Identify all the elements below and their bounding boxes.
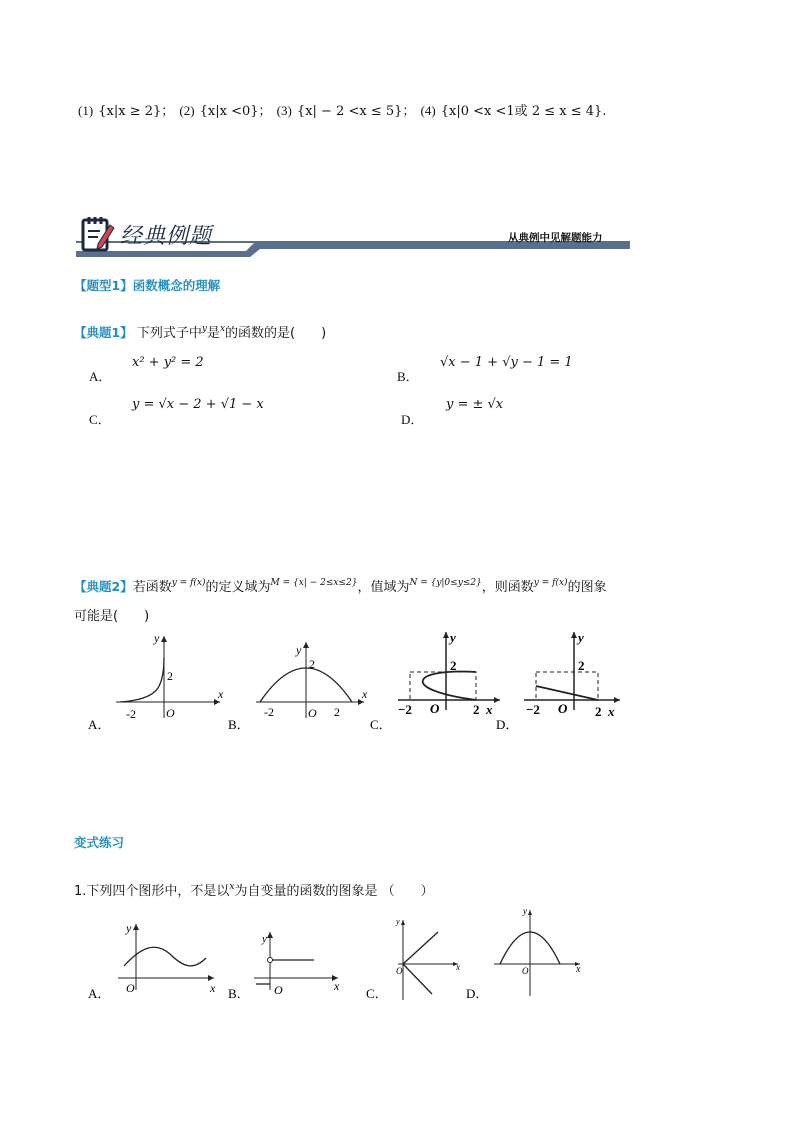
y-axis-arrow [303, 642, 309, 648]
y-label: y [296, 643, 302, 657]
function-expr: y = f(x) [533, 578, 568, 588]
x-label: x [362, 687, 368, 701]
graph-d [496, 630, 620, 732]
origin-label: O [430, 701, 440, 716]
period: . [602, 104, 607, 119]
practice-graph-a-label: A． [88, 986, 111, 1001]
example2-graphs [80, 628, 720, 738]
example1-text: 的函数的是( ) [225, 326, 327, 341]
example2-text: 的定义域为 [205, 580, 271, 595]
upper-ray [403, 932, 438, 964]
y-axis-arrow [571, 632, 577, 638]
option-b-label: B． [397, 369, 419, 384]
y-axis-arrow [528, 910, 532, 915]
option-a-label: A． [89, 369, 112, 384]
x-axis-arrow [614, 697, 620, 703]
tick-neg2: -2 [264, 705, 274, 719]
y-label: y [578, 630, 584, 645]
y-label: y [523, 906, 527, 916]
graph-a-label: A． [88, 717, 111, 732]
example2-text: 若函数 [132, 580, 172, 595]
x-label: x [576, 964, 581, 975]
tick-2-y: 2 [309, 657, 315, 671]
option-c-label: C． [89, 412, 111, 427]
example2-question-line1 [74, 576, 607, 595]
x-label: x [218, 687, 224, 701]
x-axis-arrow [494, 697, 500, 703]
tick-2-x: 2 [334, 705, 340, 719]
practice-text: 为自变量的函数的图象是 （ ） [234, 884, 434, 899]
option-d-label: D． [401, 412, 424, 427]
practice-graph-d-label: D． [466, 986, 489, 1001]
practice-graphs [80, 904, 680, 1004]
answers-line [78, 100, 606, 119]
section-banner [76, 213, 630, 257]
practice-graph-c [366, 917, 460, 1001]
answer-3-num: (3) [276, 103, 292, 118]
option-a-expr: x² + y² = 2 [132, 355, 204, 370]
variant-heading: 变式练习 [74, 835, 125, 850]
y-axis-arrow [267, 932, 273, 938]
y-axis-arrow [443, 632, 449, 638]
answer-or: 或 [514, 104, 528, 119]
example2-tag: 【典题2】 [74, 579, 133, 594]
practice-graph-d [466, 906, 581, 1001]
tick-neg2: -2 [126, 707, 136, 721]
line-segment [536, 686, 598, 700]
tick-neg2: −2 [398, 702, 412, 717]
answer-2: {x|x <0} [199, 104, 259, 119]
graph-d-label: D． [496, 717, 519, 732]
example1-text: 是 [206, 326, 220, 341]
x-label: x [608, 704, 615, 719]
var-x: x [219, 324, 226, 334]
answer-4-num: (4) [420, 103, 436, 118]
option-b-expr: √x − 1 + √y − 1 = 1 [440, 355, 573, 370]
option-d-expr: y = ± √x [446, 397, 504, 412]
example1-text: 下列式子中 [132, 326, 202, 341]
curve [120, 658, 164, 702]
separator: ； [402, 104, 416, 119]
x-label: x [486, 702, 493, 717]
answer-1-num: (1) [78, 103, 94, 118]
x-label: x [456, 962, 460, 972]
example2-text: ，值域为 [357, 580, 410, 595]
tick-neg2: −2 [526, 702, 540, 717]
open-point [268, 958, 273, 963]
notebook-pencil-icon [80, 215, 116, 253]
function-expr: y = f(x) [171, 578, 206, 588]
y-axis-arrow [401, 920, 405, 925]
practice-question-1 [74, 880, 434, 899]
answer-2-num: (2) [179, 103, 195, 118]
tick-2-x: 2 [473, 702, 480, 717]
origin-label: O [522, 966, 529, 976]
example2-question-line2: 可能是( ) [74, 609, 150, 624]
range-set: N = {y|0≤y≤2} [409, 578, 482, 588]
graph-c-label: C． [370, 717, 392, 732]
example1-question [74, 322, 326, 341]
origin-label: O [308, 706, 317, 720]
y-label: y [154, 631, 160, 645]
separator: ； [258, 104, 272, 119]
lower-ray [403, 964, 432, 994]
practice-graph-c-label: C． [366, 986, 388, 1001]
origin-label: O [126, 981, 135, 995]
graph-b [228, 642, 368, 732]
x-label: x [334, 979, 340, 993]
origin-label: O [396, 966, 403, 976]
practice-graph-b-label: B． [228, 986, 250, 1001]
practice-graph-b [228, 932, 340, 1001]
origin-label: O [558, 701, 568, 716]
answer-4a: {x|0 <x <1 [440, 104, 515, 119]
banner-subtitle: 从典例中见解题能力 [508, 232, 603, 244]
separator: ； [161, 104, 175, 119]
y-label: y [262, 933, 267, 945]
example2-text: 的图象 [567, 580, 607, 595]
example2-text: ，则函数 [481, 580, 534, 595]
tick-2-x: 2 [595, 704, 602, 719]
dashed-box [536, 672, 598, 700]
answer-4b: 2 ≤ x ≤ 4} [527, 104, 603, 119]
y-label: y [126, 921, 132, 935]
graph-a [88, 631, 224, 732]
example1-tag: 【典题1】 [74, 325, 133, 340]
dashed-box [410, 672, 476, 700]
var-x: x [229, 882, 235, 892]
graph-b-label: B． [228, 717, 250, 732]
y-label: y [396, 917, 400, 926]
curve [423, 672, 476, 700]
y-axis-arrow [161, 636, 167, 642]
origin-label: O [166, 706, 175, 720]
domain-set: M = {x| − 2≤x≤2} [270, 578, 358, 588]
answer-1: {x|x ≥ 2} [98, 104, 162, 119]
tick-2-y: 2 [167, 669, 173, 683]
type1-heading: 【题型1】函数概念的理解 [74, 278, 221, 293]
y-label: y [450, 630, 456, 645]
option-c-expr: y = √x − 2 + √1 − x [132, 397, 264, 412]
x-label: x [210, 981, 216, 995]
practice-text: 1.下列四个图形中，不是以 [74, 884, 230, 899]
answer-3: {x| − 2 <x ≤ 5} [296, 104, 403, 119]
graph-c [370, 630, 500, 732]
banner-title: 经典例题 [120, 224, 213, 249]
tick-2-y: 2 [450, 658, 457, 673]
practice-graph-a [88, 921, 216, 1001]
var-y: y [201, 324, 207, 334]
origin-label: O [274, 983, 283, 997]
y-axis-arrow [133, 924, 139, 930]
tick-2-y: 2 [578, 658, 585, 673]
